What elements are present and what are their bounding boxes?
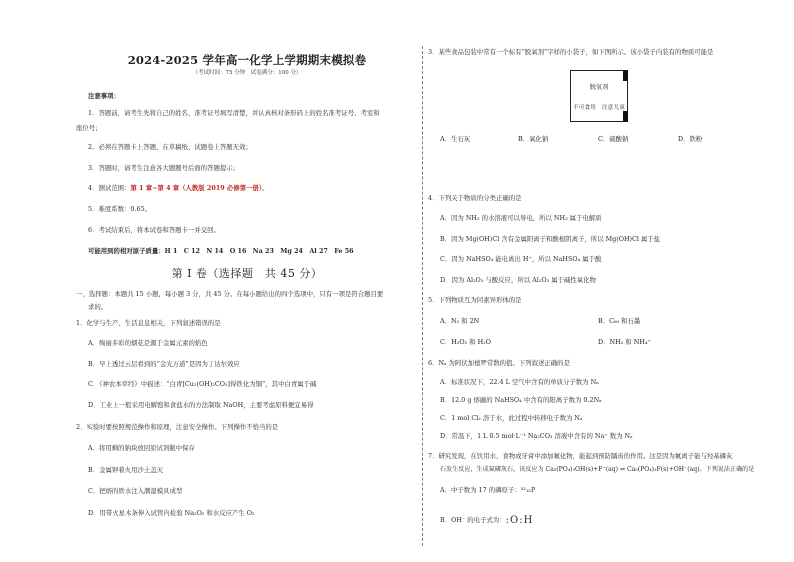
q6-option-b: B．12.0 g 熔融的 NaHSO₄ 中含有的阳离子数为 0.2Nₐ: [440, 396, 602, 404]
q6-option-d: D．常温下，1 L 0.5 mol·L⁻¹ Na₂CO₃ 溶液中含有的 Na⁺ 数为 Nₐ: [440, 432, 633, 440]
q4-option-d: D．因为 Al₂O₃ 与酸反应，所以 Al₂O₃ 属于碱性氧化物: [440, 276, 596, 284]
q5-option-a: A．N₂ 和 2N: [440, 317, 480, 325]
deoxidizer-package-image: [570, 70, 628, 122]
q2-option-d: D．用带火星木条伸入试管内检验 Na₂O₂ 和水反应产生 O₂: [88, 509, 255, 517]
q7-option-b: [440, 516, 533, 525]
q7-stem-cont: 石发生反应，生成氟磷灰石，该反应为 Ca₅(PO₄)₃OH(s)+F⁻(aq) ⇌ Ca₅(PO₄)₃F(s)+OH⁻(aq)。下列说法正确的是: [440, 466, 755, 473]
atomic-masses: 可能用到的相对原子质量：H 1 C 12 N 14 O 16 Na 23 Mg 24 Al 27 Fe 56: [88, 247, 354, 255]
notes-heading: 注意事项：: [88, 92, 120, 100]
note-6: 6．考试结束后，将本试卷和答题卡一并交回。: [88, 226, 220, 234]
q2-option-b: B．金属钾着火用沙土盖灭: [88, 466, 163, 474]
q6-stem: 6．Nₐ 为阿伏加德罗常数的值。下列叙述正确的是: [428, 359, 570, 367]
q1-option-b: B．早上透过云层看到的“金光万道”是因为丁达尔效应: [88, 360, 240, 368]
note-1-cont: 座位号；: [76, 124, 102, 132]
q1-option-c: [88, 380, 316, 388]
note-4-label: 4．测试范围：: [88, 184, 131, 192]
q1-stem: 1．化学与生产、生活息息相关，下列叙述错误的是: [76, 319, 221, 327]
note-3: 3．答题时，请考生注意各大题题号后面的答题提示；: [88, 164, 240, 172]
package-clip-top: [623, 70, 628, 81]
hydroxide-electron-formula: :O:H: [505, 515, 534, 526]
note-5: 5．难度系数：0.65。: [88, 205, 152, 213]
note-1: 1．答题前，请考生先将自己的姓名、准考证号填写清楚，并认真核对条形码上的姓名准考证号、考室和: [88, 109, 380, 117]
package-warning: 不可食用 注意儿童: [572, 105, 626, 111]
q5-option-c: C．H₂O₂ 和 H₂O: [440, 338, 492, 346]
q1-option-c-formula: Cu₂(OH)₂CO₃: [184, 380, 228, 388]
test-scope: 第 1 章~第 4 章（人教版 2019 必修第一册）: [130, 184, 263, 192]
q7-option-b-pre: B．OH⁻ 的电子式为：: [440, 516, 506, 524]
q3-option-b: B．氧化钠: [518, 135, 549, 143]
q3-option-d: D．铁粉: [678, 135, 703, 143]
q1-option-d: D．工业上一般采用电解饱和食盐水的方法制取 NaOH，主要考虑原料便宜易得: [88, 401, 314, 409]
q1-option-a: A．绚丽多彩的烟花是源于金属元素的焰色: [88, 339, 208, 347]
q1-option-c-pre: C．《神农本草经》中描述：“白青[: [88, 380, 185, 388]
q7-option-a: A．中子数为 17 的磷原子：³²₁₅P: [440, 486, 536, 494]
q4-option-b: B．因为 Mg(OH)Cl 含有金属阳离子和酸根阴离子，所以 Mg(OH)Cl 属于盐: [440, 235, 661, 243]
note-2: 2．必须在答题卡上答题，在草稿纸、试题卷上答题无效；: [88, 143, 252, 151]
q3-option-a: A．生石灰: [440, 135, 471, 143]
package-label: 脱氧剂: [589, 84, 609, 91]
q2-option-c: C．把熔的铁水注入潮湿模具成型: [88, 487, 183, 495]
note-4-tail: 。: [262, 184, 269, 192]
q5-stem: 5．下列物质互为同素异形体的是: [428, 296, 522, 304]
q2-stem: 2．实验时要按照规范操作和原理，注意安全操作。下列操作不恰当的是: [76, 423, 279, 431]
q6-option-c: C．1 mol Cl₂ 溶于水，此过程中转移电子数为 Nₐ: [440, 414, 583, 422]
column-divider: [422, 46, 423, 546]
q4-stem: 4．下列关于物质的分类正确的是: [428, 194, 522, 202]
q5-option-d: D．NH₃ 和 NH₄⁺: [598, 338, 651, 346]
package-clip-bottom: [623, 111, 628, 122]
q1-option-c-post: ]得铁化为铜”，其中白青属于碱: [227, 380, 317, 388]
q3-option-c: C．硫酸钠: [598, 135, 629, 143]
q4-option-a: A．因为 NH₃ 的水溶液可以导电，所以 NH₃ 属于电解质: [440, 214, 602, 222]
q2-option-a: A．将用剩的钠块放回原试剂瓶中保存: [88, 444, 195, 452]
section-intro-cont: 求的。: [88, 303, 108, 311]
q7-stem: 7．研究发现，在饮用水、食物或牙膏中添加氟化物，能起到预防龋齿的作用。这是因为氟离子能与羟基磷灰: [428, 452, 733, 460]
q4-option-c: C．因为 NaHSO₄ 能电离出 H⁺，所以 NaHSO₄ 属于酸: [440, 255, 602, 263]
exam-subtitle: （考试时间：75 分钟 试卷满分：100 分）: [192, 70, 302, 76]
q6-option-a: A．标准状况下，22.4 L 空气中含有的单质分子数为 Nₐ: [440, 378, 599, 386]
q3-stem: 3．某些食品包装中常有一个标有“脱氧剂”字样的小袋子，如下图所示。该小袋子内装有的物质可能是: [428, 48, 714, 56]
q5-option-b: B．C₆₀ 和石墨: [598, 317, 641, 325]
note-4: [88, 184, 268, 192]
section-title: 第 I 卷（选择题 共 45 分）: [171, 267, 323, 280]
section-intro: 一、选择题：本题共 15 小题，每小题 3 分，共 45 分。在每小题给出的四个选项中，只有一项是符合题目要: [76, 290, 384, 298]
exam-title: 2024-2025 学年高一化学上学期期末模拟卷: [127, 53, 367, 67]
